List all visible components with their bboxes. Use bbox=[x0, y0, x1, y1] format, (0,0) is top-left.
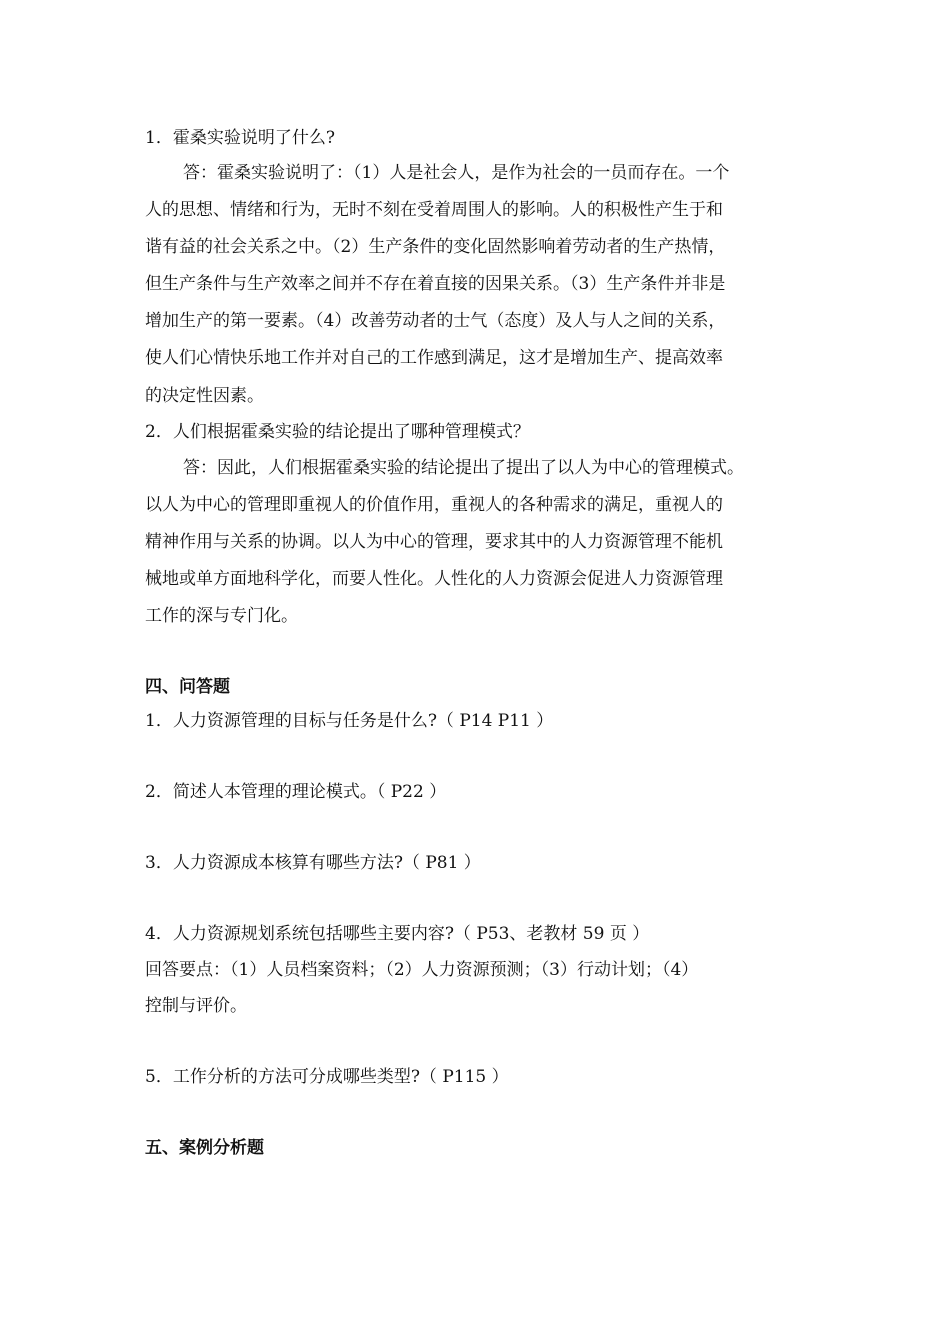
q2-answer-line-3: 精神作用与关系的协调。以人为中心的管理，要求其中的人力资源管理不能机 bbox=[145, 532, 723, 552]
q2-answer-line-5: 工作的深与专门化。 bbox=[145, 606, 298, 626]
q1-answer-line-7: 的决定性因素。 bbox=[145, 386, 264, 406]
q2-answer-line-2: 以人为中心的管理即重视人的价值作用，重视人的各种需求的满足，重视人的 bbox=[145, 495, 723, 515]
q2-question: 2．人们根据霍桑实验的结论提出了哪种管理模式？ bbox=[145, 422, 530, 442]
section4-heading: 四、问答题 bbox=[145, 677, 230, 697]
section4-item-4: 4．人力资源规划系统包括哪些主要内容?（ P53、老教材 59 页 ） bbox=[145, 924, 650, 944]
section4-item-5: 5．工作分析的方法可分成哪些类型?（ P115 ） bbox=[145, 1067, 509, 1087]
q2-answer-line-1: 答：因此，人们根据霍桑实验的结论提出了提出了以人为中心的管理模式。 bbox=[183, 458, 744, 478]
q1-answer-line-5: 增加生产的第一要素。（4）改善劳动者的士气（态度）及人与人之间的关系， bbox=[145, 311, 726, 331]
q1-answer-line-1: 答：霍桑实验说明了：（1）人是社会人，是作为社会的一员而存在。一个 bbox=[183, 163, 730, 183]
q1-answer-line-2: 人的思想、情绪和行为，无时不刻在受着周围人的影响。人的积极性产生于和 bbox=[145, 200, 723, 220]
section4-item-1: 1．人力资源管理的目标与任务是什么?（ P14 P11 ） bbox=[145, 711, 554, 731]
q1-answer-line-4: 但生产条件与生产效率之间并不存在着直接的因果关系。（3）生产条件并非是 bbox=[145, 274, 726, 294]
section4-item-2: 2．简述人本管理的理论模式。（ P22 ） bbox=[145, 782, 447, 802]
q1-answer-line-3: 谐有益的社会关系之中。（2）生产条件的变化固然影响着劳动者的生产热情， bbox=[145, 237, 726, 257]
q1-question: 1．霍桑实验说明了什么? bbox=[145, 128, 335, 148]
section5-heading: 五、案例分析题 bbox=[145, 1138, 264, 1158]
section4-item4-answer-line-2: 控制与评价。 bbox=[145, 996, 247, 1016]
section4-item4-answer-line-1: 回答要点：（1）人员档案资料；（2）人力资源预测；（3）行动计划；（4） bbox=[145, 960, 699, 980]
q2-answer-line-4: 械地或单方面地科学化，而要人性化。人性化的人力资源会促进人力资源管理 bbox=[145, 569, 723, 589]
section4-item-3: 3．人力资源成本核算有哪些方法?（ P81 ） bbox=[145, 853, 481, 873]
q1-answer-line-6: 使人们心情快乐地工作并对自己的工作感到满足，这才是增加生产、提高效率 bbox=[145, 348, 723, 368]
